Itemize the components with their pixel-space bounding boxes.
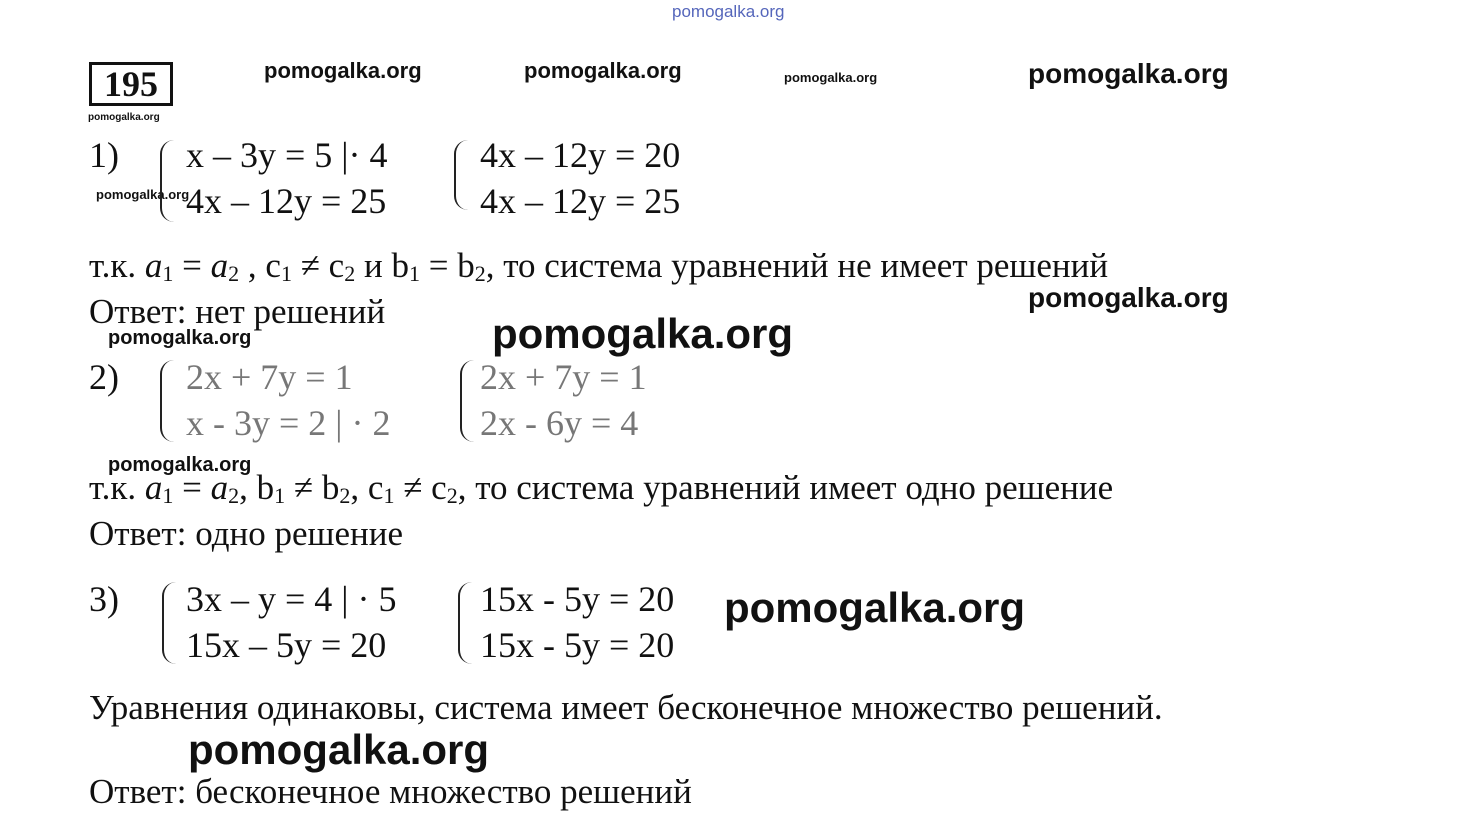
part3-sys2-eq2: 15x - 5y = 20	[480, 625, 675, 665]
part3-sys1-eq2: 15x – 5y = 20	[186, 625, 387, 665]
part2-reason: т.к. $a_1 = a_2$, $b_1 \ne b_2$, $c_1 \ne c_2$, то система уравнений имеет одно решение	[89, 468, 1114, 508]
part2-brace-1	[160, 360, 176, 442]
part2-brace-2	[460, 360, 476, 442]
watermark-header-2: pomogalka.org	[524, 58, 682, 83]
part3-reason: Уравнения одинаковы, система имеет бесконечное множество решений.	[89, 688, 1163, 727]
part2-sys1-eq1: 2x + 7y = 1	[186, 357, 353, 397]
part1-label: 1)	[89, 135, 119, 175]
watermark-top: pomogalka.org	[672, 2, 785, 21]
part1-brace-1	[160, 140, 176, 222]
part1-reason: т.к. $a_1 = a_2$ , $c_1 \ne c_2$ и $b_1 = b_2$, то система уравнений не имеет решений	[89, 246, 1109, 286]
part1-sys1-eq2: 4x – 12y = 25	[186, 181, 387, 221]
part1-sys2-eq2: 4x – 12y = 25	[480, 181, 681, 221]
watermark-left-3: pomogalka.org	[108, 454, 252, 476]
watermark-header-4: pomogalka.org	[1028, 58, 1229, 89]
problem-number: 195	[89, 62, 173, 106]
part1-answer: Ответ: нет решений	[89, 292, 386, 331]
part2-label: 2)	[89, 357, 119, 397]
watermark-under-box: pomogalka.org	[88, 112, 160, 123]
part1-sys1-eq1: x – 3y = 5 |· 4	[186, 135, 388, 175]
part3-brace-1	[162, 582, 178, 664]
part2-sys2-eq1: 2x + 7y = 1	[480, 357, 647, 397]
part3-sys2-eq1: 15x - 5y = 20	[480, 579, 675, 619]
part1-brace-2	[454, 140, 470, 210]
watermark-header-1: pomogalka.org	[264, 58, 422, 83]
part2-sys2-eq2: 2x - 6y = 4	[480, 403, 639, 443]
part3-answer: Ответ: бесконечное множество решений	[89, 772, 692, 811]
part3-brace-2	[458, 582, 474, 664]
part2-answer: Ответ: одно решение	[89, 514, 403, 553]
part1-sys2-eq1: 4x – 12y = 20	[480, 135, 681, 175]
watermark-right-1: pomogalka.org	[1028, 282, 1229, 313]
watermark-big-right: pomogalka.org	[724, 584, 1026, 631]
watermark-left-2: pomogalka.org	[108, 327, 252, 349]
watermark-big-center: pomogalka.org	[492, 310, 794, 357]
part2-sys1-eq2: x - 3y = 2 | · 2	[186, 403, 391, 443]
watermark-header-3: pomogalka.org	[784, 70, 878, 85]
part3-label: 3)	[89, 579, 119, 619]
watermark-big-bottom: pomogalka.org	[188, 726, 490, 773]
watermark-near-eq1: pomogalka.org	[96, 187, 190, 202]
part3-sys1-eq1: 3x – y = 4 | · 5	[186, 579, 397, 619]
